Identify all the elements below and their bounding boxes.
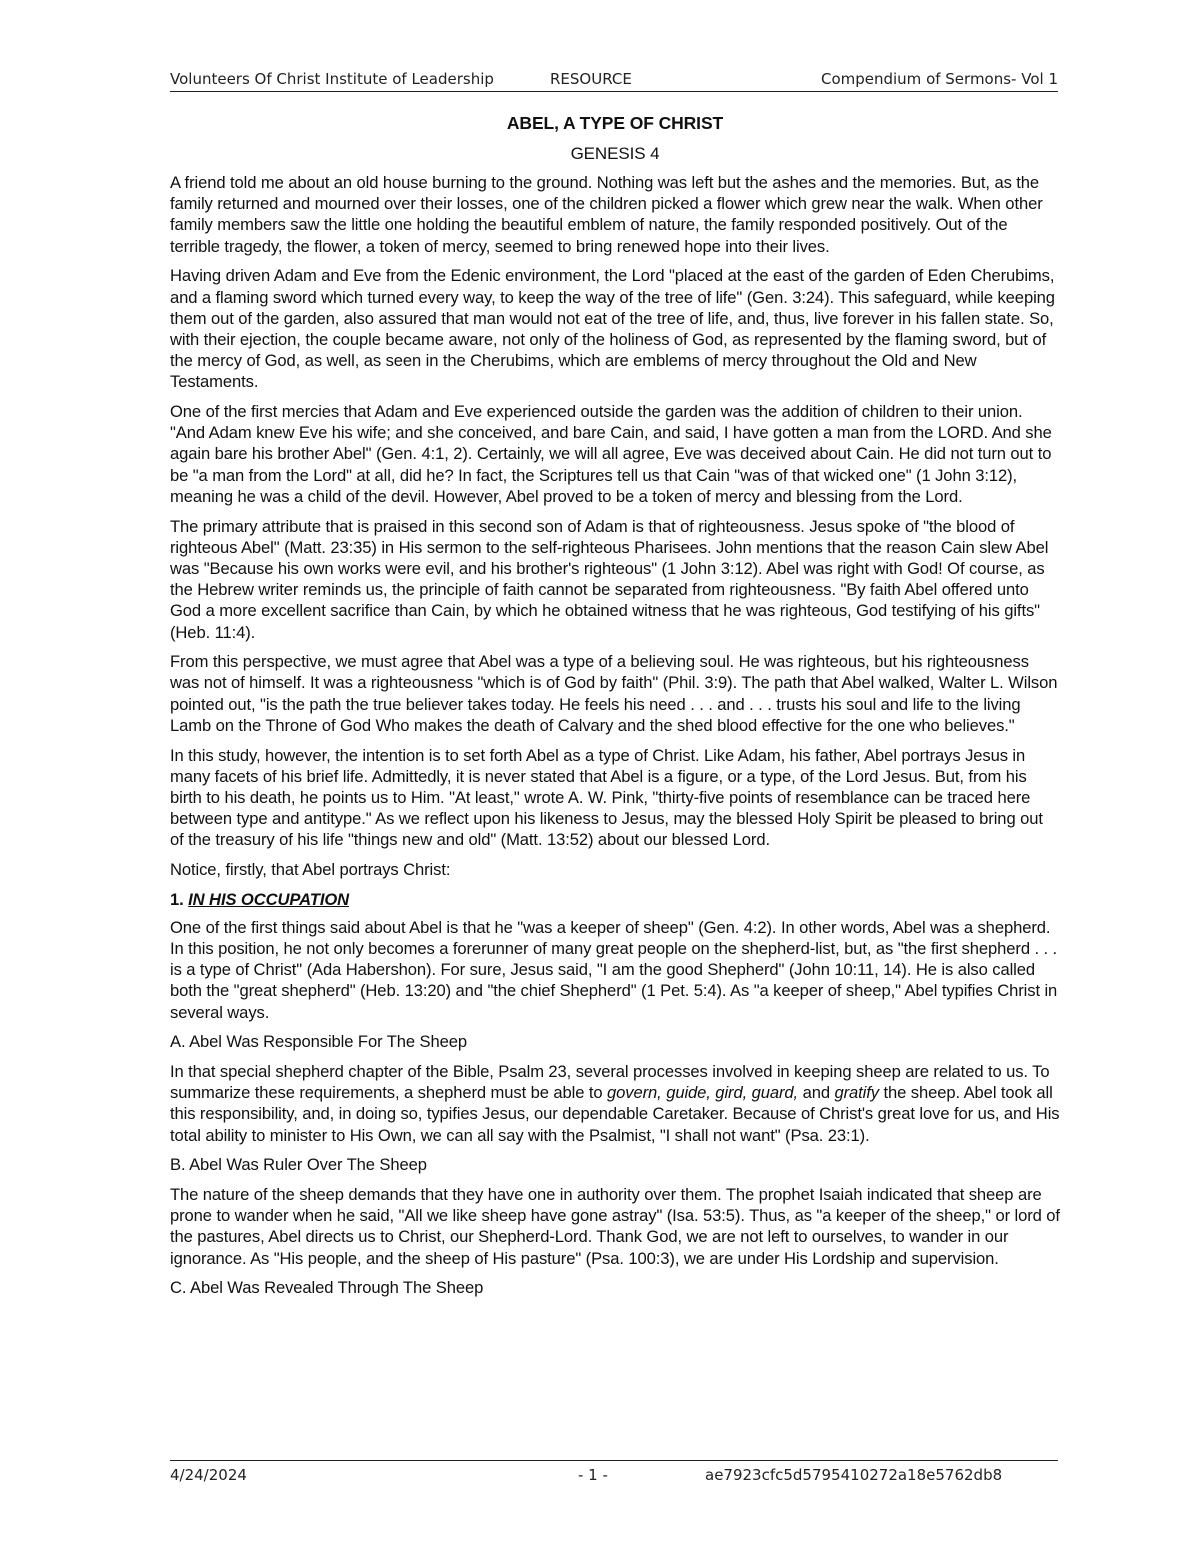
subsection-a-text-3: the sheep. Abel took all this responsibility, and, in doing so, typifies Jesus, our dependable Caretaker. Because of Christ's great love for us, and His total ability to minister to His Own, we can all say with the Psalmist, "I shall not want" (Psa. 23:1).: [170, 1083, 1060, 1145]
paragraph-4: The primary attribute that is praised in this second son of Adam is that of righteousness. Jesus spoke of "the blood of righteous Abel" (Matt. 23:35) in His sermon to the self-righteous Pharisees. John mentions that the reason Cain slew Abel was "Because his own works were evil, and his brother's righteous" (1 John 3:12). Abel was right with God! Of course, as the Hebrew writer reminds us, the principle of faith cannot be separated from righteousness. "By faith Abel offered unto God a more excellent sacrifice than Cain, by which he obtained witness that he was righteous, God testifying of his gifts" (Heb. 11:4).: [170, 516, 1049, 642]
page-footer: [170, 1460, 1058, 1485]
section-1-intro: One of the first things said about Abel is that he "was a keeper of sheep" (Gen. 4:2). In other words, Abel was a shepherd. In this position, he not only becomes a forerunner of many great people on the shepherd-list, but, as "the first shepherd . . . is a type of Christ" (Ada Habershon). For sure, Jesus said, "I am the good Shepherd" (John 10:11, 14). He is also called both the "great shepherd" (Heb. 13:20) and "the chief Shepherd" (1 Pet. 5:4). As "a keeper of sheep," Abel typifies Christ in several ways.: [170, 917, 1058, 1022]
header-left-text: Volunteers Of Christ Institute of Leadership: [170, 70, 494, 88]
document-body: [170, 110, 1060, 1307]
subsection-a-text-1: In that special shepherd chapter of the Bible, Psalm 23, several processes involved in keeping sheep are related to us. To summarize these requirements, a shepherd must be able to: [170, 1062, 1050, 1103]
subsection-c-heading: C. Abel Was Revealed Through The Sheep: [170, 1278, 484, 1298]
footer-page-number: - 1 -: [578, 1466, 608, 1484]
document-subtitle: GENESIS 4: [570, 144, 660, 163]
header-middle-text: RESOURCE: [550, 70, 632, 88]
subsection-a-heading: A. Abel Was Responsible For The Sheep: [170, 1032, 467, 1052]
subsection-a-text-2: and: [798, 1083, 835, 1103]
subsection-a-text: [170, 1061, 1060, 1146]
paragraph-7: Notice, firstly, that Abel portrays Christ:: [170, 860, 451, 880]
section-1-title: IN HIS OCCUPATION: [188, 889, 350, 909]
document-title: ABEL, A TYPE OF CHRIST: [506, 113, 724, 133]
footer-date: 4/24/2024: [170, 1466, 247, 1484]
paragraph-6: In this study, however, the intention is to set forth Abel as a type of Christ. Like Adam, his father, Abel portrays Jesus in many facets of his brief life. Admittedly, it is never stated that Abel is a figure, or a type, of the Lord Jesus. But, from his birth to his death, he points us to Him. "At least," wrote A. W. Pink, "thirty-five points of resemblance can be traced here between type and antitype." As we reflect upon his likeness to Jesus, may the blessed Holy Spirit be pleased to bring out of the treasury of his life "things new and old" (Matt. 13:52) about our blessed Lord.: [170, 745, 1043, 850]
subsection-b-heading: B. Abel Was Ruler Over The Sheep: [170, 1155, 427, 1175]
subsection-a-italic-1: govern, guide, gird, guard,: [607, 1083, 799, 1103]
paragraph-2: Having driven Adam and Eve from the Edenic environment, the Lord "placed at the east of the garden of Eden Cherubims, and a flaming sword which turned every way, to keep the way of the tree of life" (Gen. 3:24). This safeguard, while keeping them out of the garden, also assured that man would not eat of the tree of life, and, thus, live forever in his fallen state. So, with their ejection, the couple became aware, not only of the holiness of God, as represented by the flaming sword, but of the mercy of God, as well, as seen in the Cherubims, which are emblems of mercy throughout the Old and New Testaments.: [170, 266, 1055, 392]
header-right-text: Compendium of Sermons- Vol 1: [820, 70, 1058, 88]
paragraph-5: From this perspective, we must agree that Abel was a type of a believing soul. He was righteous, but his righteousness was not of himself. It was a righteousness "which is of God by faith" (Phil. 3:9). The path that Abel walked, Walter L. Wilson pointed out, "is the path the true believer takes today. He feels his need . . . and . . . trusts his soul and life to the living Lamb on the Throne of God Who makes the death of Calvary and the shed blood effective for the one who believes.": [170, 652, 1058, 735]
paragraph-1: A friend told me about an old house burning to the ground. Nothing was left but the ashes and the memories. But, as the family returned and mourned over their losses, one of the children picked a flower which grew near the walk. When other family members saw the little one holding the beautiful emblem of nature, the family responded positively. Out of the terrible tragedy, the flower, a token of mercy, seemed to bring renewed hope into their lives.: [170, 173, 1043, 256]
paragraph-3: One of the first mercies that Adam and Eve experienced outside the garden was the addition of children to their union. "And Adam knew Eve his wife; and she conceived, and bare Cain, and said, I have gotten a man from the LORD. And she again bare his brother Abel" (Gen. 4:1, 2). Certainly, we will all agree, Eve was deceived about Cain. He did not turn out to be "a man from the Lord" at all, did he? In fact, the Scriptures tell us that Cain "was of that wicked one" (1 John 3:12), meaning he was a child of the devil. However, Abel proved to be a token of mercy and blessing from the Lord.: [170, 402, 1052, 506]
footer-hash: ae7923cfc5d5795410272a18e5762db8: [705, 1466, 1003, 1484]
subsection-a-italic-2: gratify: [834, 1083, 879, 1103]
section-1-number: 1.: [170, 889, 184, 909]
subsection-b-text: The nature of the sheep demands that they have one in authority over them. The prophet Isaiah indicated that sheep are prone to wander when he said, "All we like sheep have gone astray" (Isa. 53:5). Thus, as "a keeper of the sheep," or lord of the pastures, Abel directs us to Christ, our Shepherd-Lord. Thank God, we are not left to ourselves, to wander in our ignorance. As "His people, and the sheep of His pasture" (Psa. 100:3), we are under His Lordship and supervision.: [170, 1185, 1060, 1268]
page-header: [170, 69, 1058, 92]
section-1-heading: [170, 889, 1060, 911]
